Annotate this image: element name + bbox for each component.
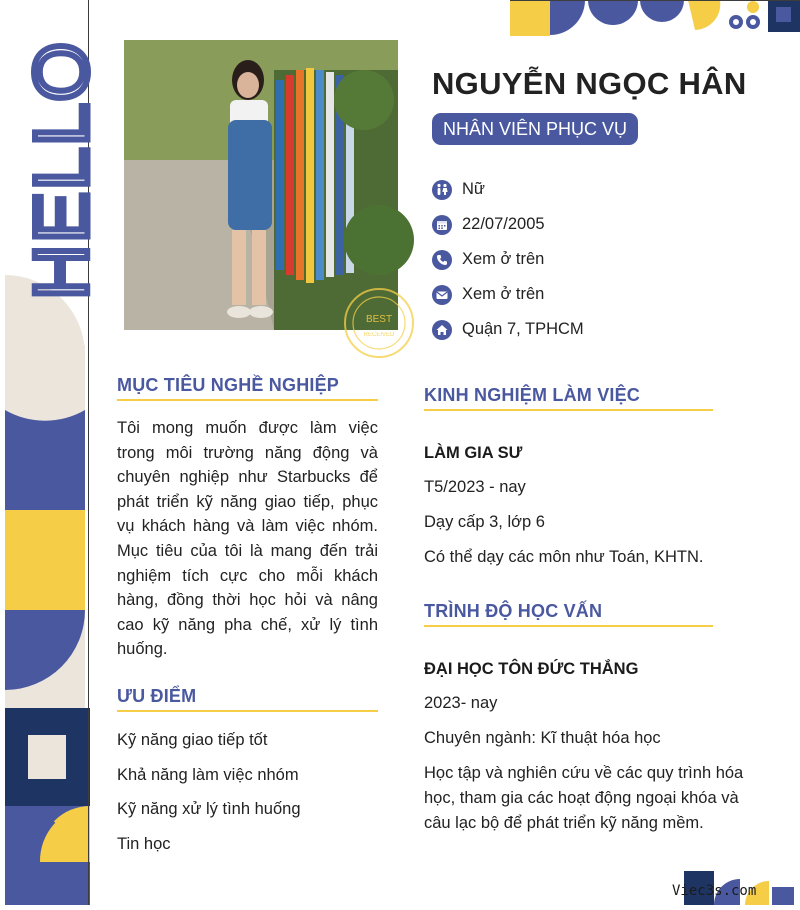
objective-text: Tôi mong muốn được làm việc trong môi trường năng động và chuyên nghiệp như Starbucks để phát triển kỹ năng giao tiếp, phục vụ khách hàng và làm việc nhóm. Mục tiêu của tôi là mang đến trải nghiệm tích cực cho mỗi khách hàng, đồng thời học hỏi và nâng cao kỹ năng pha chế, xử lý tình huống.: [117, 419, 378, 659]
education-block: [424, 660, 764, 836]
strengths-heading: ƯU ĐIỂM: [117, 686, 197, 706]
job-detail: Dạy cấp 3, lớp 6: [424, 513, 545, 531]
birthday-text: 22/07/2005: [462, 215, 545, 233]
job-period: T5/2023 - nay: [424, 478, 526, 496]
watermark-text: Viec3s.com: [672, 883, 757, 899]
strengths-list: [117, 728, 301, 866]
hello-deco-text: HELLO: [19, 40, 105, 300]
education-period: 2023- nay: [424, 694, 498, 712]
list-item: Kỹ năng xử lý tình huống: [117, 800, 301, 818]
list-item: Kỹ năng giao tiếp tốt: [117, 731, 268, 749]
gender-icon: [432, 180, 452, 200]
contact-address: [432, 312, 584, 347]
contact-phone: [432, 242, 584, 277]
experience-block: [424, 444, 764, 570]
school-name: ĐẠI HỌC TÔN ĐỨC THẮNG: [424, 660, 639, 678]
address-text: Quận 7, TPHCM: [462, 320, 584, 338]
experience-divider: [424, 409, 713, 411]
left-decoration: [0, 0, 105, 905]
contact-list: [432, 172, 584, 347]
education-major: Chuyên ngành: Kĩ thuật hóa học: [424, 729, 661, 747]
list-item: Tin học: [117, 834, 171, 853]
contact-birthday: [432, 207, 584, 242]
calendar-icon: [432, 215, 452, 235]
home-icon: [432, 320, 452, 340]
contact-gender: [432, 172, 584, 207]
svg-text:RECEIVED: RECEIVED: [363, 332, 395, 338]
education-divider: [424, 625, 713, 627]
education-heading: TRÌNH ĐỘ HỌC VẤN: [424, 601, 603, 621]
experience-heading: KINH NGHIỆM LÀM VIỆC: [424, 385, 641, 405]
email-icon: [432, 285, 452, 305]
strengths-divider: [117, 710, 378, 712]
email-text: Xem ở trên: [462, 285, 545, 303]
contact-email: [432, 277, 584, 312]
candidate-name: NGUYỄN NGỌC HÂN: [432, 66, 747, 101]
svg-text:BEST: BEST: [365, 314, 393, 325]
top-decoration: [510, 0, 800, 36]
stamp-logo: [342, 286, 416, 360]
phone-text: Xem ở trên: [462, 250, 545, 268]
phone-icon: [432, 250, 452, 270]
objective-divider: [117, 399, 378, 401]
job-description: Có thể dạy các môn như Toán, KHTN.: [424, 548, 704, 566]
job-title: LÀM GIA SƯ: [424, 444, 523, 462]
education-description: Học tập và nghiên cứu về các quy trình hóa học, tham gia các hoạt động ngoại khóa và câu lạc bộ để phát triển kỹ năng mềm.: [424, 764, 744, 832]
list-item: Khả năng làm việc nhóm: [117, 765, 299, 784]
job-title-badge: NHÂN VIÊN PHỤC VỤ: [432, 113, 638, 145]
gender-text: Nữ: [462, 180, 485, 198]
objective-heading: MỤC TIÊU NGHỀ NGHIỆP: [117, 375, 340, 395]
